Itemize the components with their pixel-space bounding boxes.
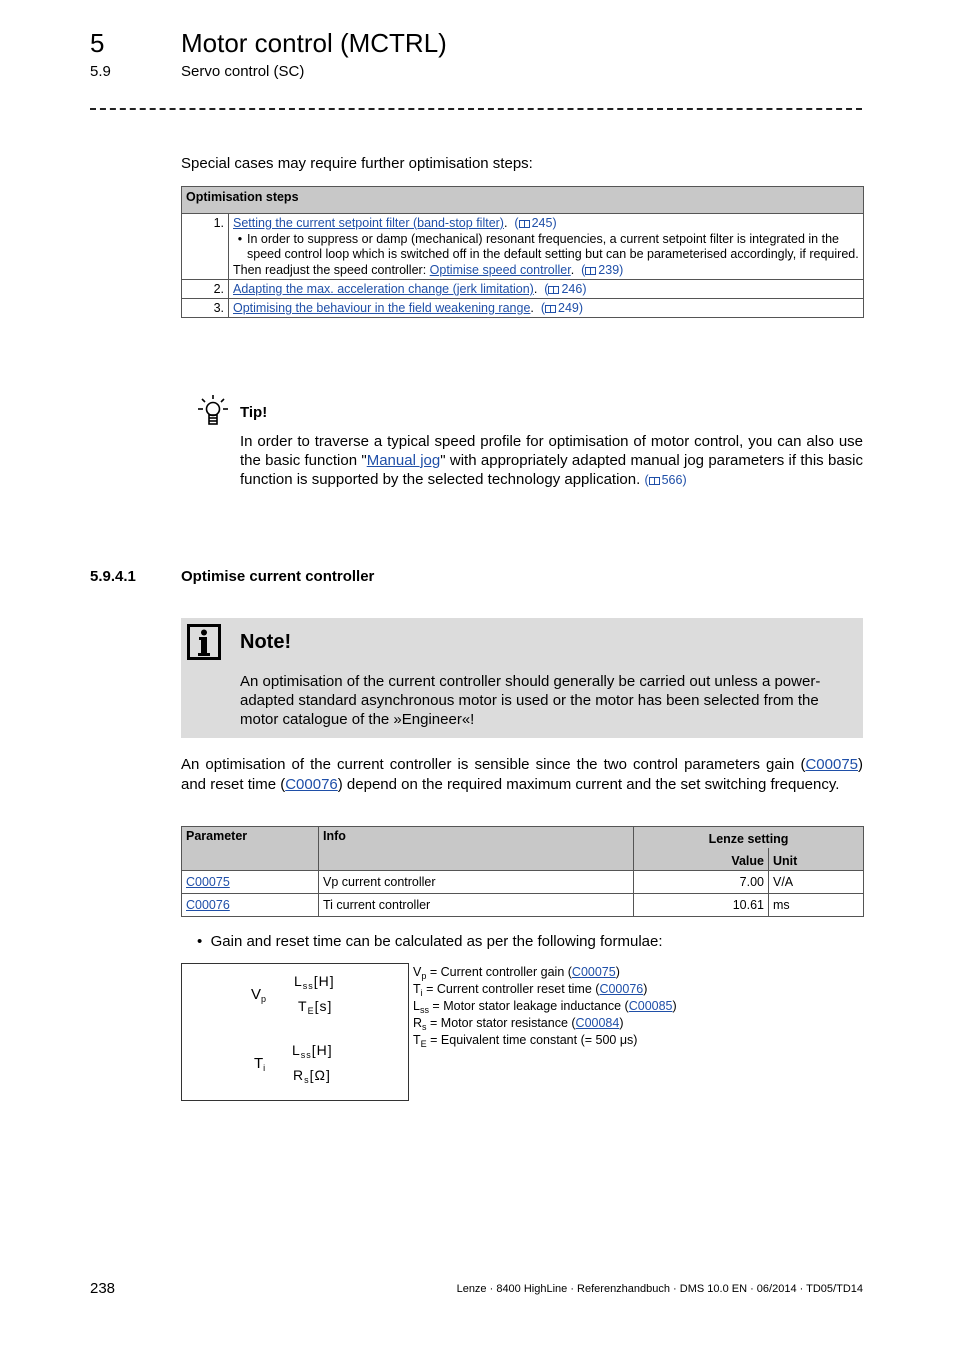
formula-legend bbox=[413, 964, 677, 1049]
step-link[interactable]: Setting the current setpoint filter (band-stop filter) bbox=[233, 216, 504, 230]
legend-item: $V_p$ = Current controller gain (C00075) bbox=[413, 965, 620, 981]
legend-link[interactable]: C00076 bbox=[599, 982, 644, 996]
formula-vp-lhs: $V_p$ bbox=[251, 986, 267, 1004]
formula-ti-lhs: $T_i$ bbox=[254, 1055, 266, 1073]
page-number: 238 bbox=[90, 1280, 116, 1297]
parameter-unit: V/A bbox=[769, 871, 864, 894]
table-row bbox=[182, 280, 864, 299]
page-ref[interactable]: ( 245) bbox=[514, 216, 557, 230]
legend-item: $T_E$ = Equivalent time constant (= 500 μs) bbox=[413, 1033, 638, 1049]
col-header-unit: Unit bbox=[769, 848, 864, 871]
legend-item: $T_i$ = Current controller reset time (C00076) bbox=[413, 982, 648, 998]
formula-vp-denominator: $T_E[s]$ bbox=[298, 998, 333, 1016]
table-row bbox=[182, 871, 864, 894]
parameter-table bbox=[181, 826, 864, 917]
step-link[interactable]: Adapting the max. acceleration change (jerk limitation) bbox=[233, 282, 534, 296]
page-ref[interactable]: ( 249) bbox=[540, 301, 584, 315]
parameter-value: 10.61 bbox=[634, 894, 769, 917]
tip-text: In order to traverse a typical speed profile for optimisation of motor control, you can also use the basic function "Manual jog" with appropriately adapted manual jog parameters if this basic function is supported by the selected technology application. ( 566) bbox=[240, 433, 864, 488]
info-icon bbox=[187, 624, 221, 660]
step-content: Setting the current setpoint filter (band-stop filter). ( 245) • In order to suppress or damp (mechanical) resonant frequencies, a current setpoint filter is integrated in the speed control loop which is switched off in the default setting but can be parameterised accordingly, if required. Then readjust the speed controller: Optimise speed controller. ( 239) bbox=[229, 214, 864, 280]
tip-label: Tip! bbox=[240, 404, 268, 421]
table-row bbox=[182, 894, 864, 917]
formula-vp-numerator: $L_{ss}[H]$ bbox=[294, 973, 335, 991]
then-text: Then readjust the speed controller: bbox=[233, 263, 430, 277]
legend-link[interactable]: C00085 bbox=[628, 999, 673, 1013]
bullet: • bbox=[237, 232, 243, 246]
parameter-info: Ti current controller bbox=[319, 894, 634, 917]
subsection-title: Optimise current controller bbox=[181, 568, 375, 585]
step-number: 3. bbox=[182, 299, 229, 318]
book-icon bbox=[649, 477, 660, 485]
table-row bbox=[182, 214, 864, 280]
legend-item: $L_{ss}$ = Motor stator leakage inductance (C00085) bbox=[413, 999, 677, 1015]
col-header-info: Info bbox=[319, 827, 634, 871]
legend-link[interactable]: C00075 bbox=[571, 965, 616, 979]
book-icon bbox=[548, 286, 559, 294]
book-icon bbox=[545, 305, 556, 313]
step-number: 2. bbox=[182, 280, 229, 299]
legend-item: $R_s$ = Motor stator resistance (C00084) bbox=[413, 1016, 624, 1032]
parameter-code-link[interactable]: C00076 bbox=[186, 898, 230, 912]
book-icon bbox=[585, 267, 596, 275]
note-title: Note! bbox=[240, 631, 292, 653]
chapter-number: 5 bbox=[90, 28, 105, 58]
table-row bbox=[182, 299, 864, 318]
parameter-unit: ms bbox=[769, 894, 864, 917]
intro-paragraph: An optimisation of the current controller is sensible since the two control parameters gain (C00075) and reset time (C00076) depend on the required maximum current and the set switching frequency. bbox=[181, 756, 863, 793]
step-bullet-text: In order to suppress or damp (mechanical) resonant frequencies, a current setpoint filter is integrated in the speed control loop which is switched off in the default setting but can be parameterised accordingly, if required. bbox=[247, 232, 859, 261]
parameter-info: Vp current controller bbox=[319, 871, 634, 894]
col-header-lenze-setting: Lenze setting bbox=[634, 827, 864, 849]
step-content bbox=[229, 280, 864, 299]
parameter-value: 7.00 bbox=[634, 871, 769, 894]
formula-ti-numerator: $L_{ss}[H]$ bbox=[292, 1042, 333, 1060]
optimise-speed-controller-link[interactable]: Optimise speed controller bbox=[429, 263, 571, 277]
c00076-link[interactable]: C00076 bbox=[285, 775, 338, 793]
page-ref[interactable]: ( 239) bbox=[581, 263, 624, 277]
parameter-code-link[interactable]: C00075 bbox=[186, 875, 230, 889]
manual-jog-link[interactable]: Manual jog bbox=[366, 452, 441, 469]
bullet: • bbox=[197, 933, 203, 950]
col-header-value: Value bbox=[634, 848, 769, 871]
step-link[interactable]: Optimising the behaviour in the field weakening range bbox=[233, 301, 531, 315]
book-icon bbox=[519, 220, 530, 228]
optimisation-steps-table bbox=[181, 186, 864, 318]
step-number: 1. bbox=[182, 214, 229, 280]
c00075-link[interactable]: C00075 bbox=[805, 756, 858, 773]
legend-link[interactable]: C00084 bbox=[575, 1016, 620, 1030]
note-text: An optimisation of the current controller should generally be carried out unless a power-adapted standard asynchronous motor is used or the motor has been selected from the motor catalogue of the »Engineer«! bbox=[240, 673, 821, 728]
step-period: . bbox=[530, 301, 534, 315]
lightbulb-icon bbox=[197, 394, 229, 428]
chapter-title: Motor control (MCTRL) bbox=[181, 28, 447, 58]
step-period: . bbox=[503, 216, 508, 230]
page-ref[interactable]: ( 566) bbox=[644, 473, 687, 487]
section-number: 5.9 bbox=[90, 63, 111, 80]
header-divider bbox=[90, 108, 862, 110]
page-ref[interactable]: ( 246) bbox=[544, 282, 587, 296]
intro-line: Special cases may require further optimisation steps: bbox=[181, 155, 533, 172]
step-period: . bbox=[533, 282, 538, 296]
formula-intro: • Gain and reset time can be calculated as per the following formulae: bbox=[197, 933, 663, 950]
footer-info: Lenze · 8400 HighLine · Referenzhandbuch · DMS 10.0 EN · 06/2014 · TD05/TD14 bbox=[456, 1283, 863, 1295]
formula-box bbox=[181, 963, 409, 1101]
subsection-number: 5.9.4.1 bbox=[90, 568, 136, 585]
section-title: Servo control (SC) bbox=[181, 63, 305, 80]
col-header-parameter: Parameter bbox=[182, 827, 319, 871]
table-header: Optimisation steps bbox=[182, 187, 864, 214]
formula-ti-denominator: $R_s[\Omega]$ bbox=[293, 1067, 331, 1085]
step-content bbox=[229, 299, 864, 318]
